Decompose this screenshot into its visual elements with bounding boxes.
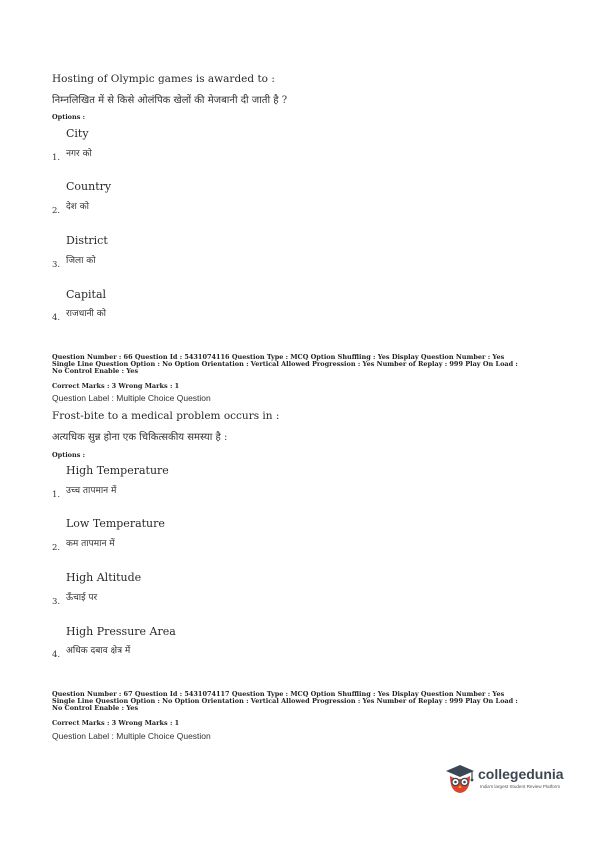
- option-number: 3.: [52, 597, 61, 607]
- option-text-en: District: [66, 234, 108, 247]
- marks-line: Correct Marks : 3 Wrong Marks : 1: [52, 382, 180, 390]
- question-label: Question Label : Multiple Choice Question: [52, 731, 211, 741]
- question-label: Question Label : Multiple Choice Question: [52, 393, 211, 403]
- meta-line: Question Number : 67 Question Id : 5431074117 Question Type : MCQ Option Shuffling : Yes Display Question Number : Yes: [52, 690, 505, 698]
- collegedunia-logo: [440, 762, 585, 798]
- graduate-owl-icon: [442, 762, 478, 796]
- question-meta: [52, 691, 572, 713]
- meta-line: Single Line Question Option : No Option Orientation : Vertical Allowed Progression : Yes Number of Replay : 999 Play On Load :: [52, 697, 518, 706]
- option-text-en: Low Temperature: [66, 517, 165, 530]
- logo-tagline: India's largest Student Review Platform: [480, 784, 561, 789]
- options-heading: Options :: [52, 113, 86, 121]
- option-number: 4.: [52, 313, 61, 323]
- option-number: 3.: [52, 260, 61, 270]
- options-heading: Options :: [52, 451, 86, 459]
- option-text-hi: नगर को: [66, 149, 92, 159]
- meta-line: Single Line Question Option : No Option Orientation : Vertical Allowed Progression : Yes Number of Replay : 999 Play On Load :: [52, 360, 518, 369]
- option-text-hi: देश को: [66, 202, 90, 212]
- option-text-hi: ऊँचाई पर: [66, 593, 98, 603]
- option-number: 2.: [52, 206, 61, 216]
- question-text-hi: निम्नलिखित में से किसे ओलंपिक खेलों की मेजबानी दी जाती है ?: [52, 95, 288, 106]
- marks-line: Correct Marks : 3 Wrong Marks : 1: [52, 719, 180, 727]
- logo-wordmark: collegedunia: [478, 766, 564, 782]
- option-text-en: City: [66, 127, 89, 140]
- option-text-en: High Altitude: [66, 571, 142, 584]
- question-meta: [52, 354, 572, 376]
- option-text-en: High Pressure Area: [66, 625, 176, 638]
- meta-line: No Control Enable : Yes: [52, 367, 139, 376]
- option-number: 2.: [52, 543, 61, 553]
- option-text-hi: उच्च तापमान में: [66, 486, 117, 496]
- option-text-hi: राजधानी को: [66, 309, 106, 319]
- option-text-hi: जिला को: [66, 256, 96, 266]
- option-number: 1.: [52, 153, 61, 163]
- question-text-en: Hosting of Olympic games is awarded to :: [52, 73, 275, 85]
- option-text-en: High Temperature: [66, 464, 169, 477]
- meta-line: Question Number : 66 Question Id : 5431074116 Question Type : MCQ Option Shuffling : Yes Display Question Number : Yes: [52, 353, 505, 361]
- option-text-hi: कम तापमान में: [66, 539, 115, 549]
- question-text-hi: अत्यधिक सुन्न होना एक चिकित्सकीय समस्या है :: [52, 432, 228, 443]
- option-text-hi: अधिक दबाव क्षेत्र में: [66, 646, 131, 656]
- option-number: 4.: [52, 650, 61, 660]
- option-text-en: Country: [66, 180, 112, 193]
- meta-line: No Control Enable : Yes: [52, 704, 139, 713]
- question-text-en: Frost-bite to a medical problem occurs in :: [52, 410, 280, 422]
- option-text-en: Capital: [66, 288, 107, 301]
- option-number: 1.: [52, 490, 61, 500]
